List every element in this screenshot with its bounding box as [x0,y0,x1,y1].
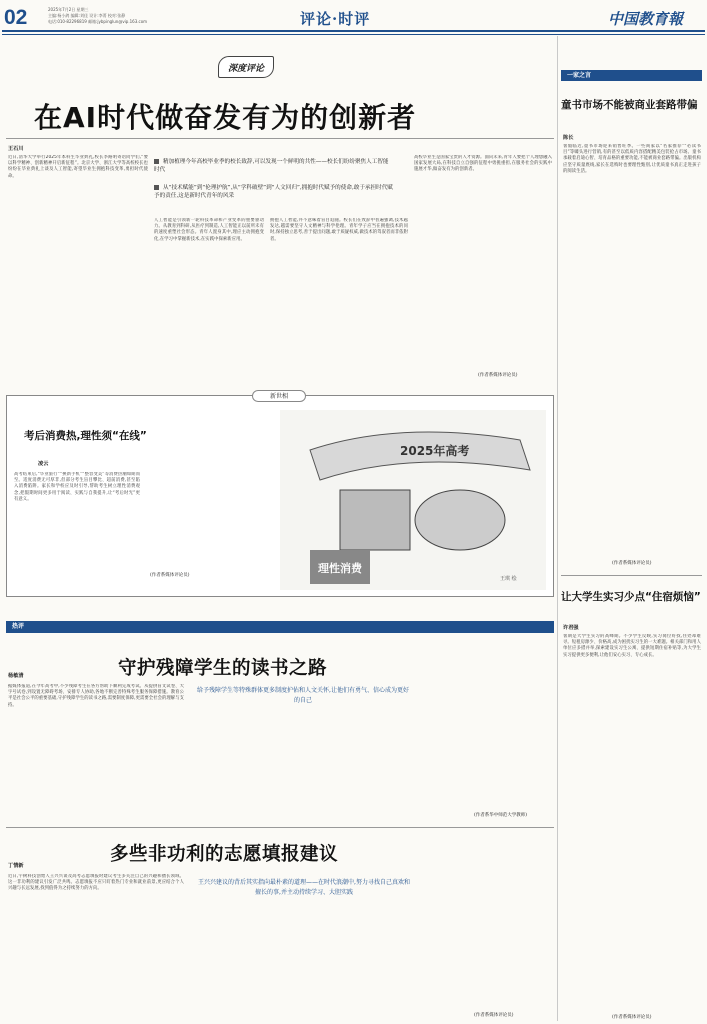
column-tag: 深度评论 [218,56,274,78]
hot2-affiliation: (作者系媒体评论员) [474,1013,514,1018]
hot-divider [6,827,554,828]
masthead-rule-thin [2,34,705,35]
lead-body-col-4: 高校毕业生是国家宝贵的人才资源。面向未来,青年人要把个人理想融入国家发展大局,在科技自立自强的征程中勇挑重担,在服务社会的实践中施展才华,做奋发有为的创新者。 [414,155,552,173]
hot1-body-col-1: 据媒体报道,在今年高考中,不少残障考生在各方帮助下顺利完成考试。从提供盲文试卷、大字号试卷,到设置无障碍考场、安排专人协助,各地不断完善特殊考生服务保障措施。教育公平是社会公平的重要基础,守护残障学生的读书之路,需要制度保障,更需要全社会的理解与支持。 [8,684,184,708]
sidebar-band [561,70,702,81]
hot2-body-col-1: 近日,宇树科技创始人王兴兴谈及高考志愿填报时建议考生多关注自己的兴趣和擅长领域。这一非功利的建议引发广泛共鸣。志愿填报不应只盯着热门专业和就业前景,更应结合个人兴趣与长远发展,找到值得为之持续努力的方向。 [8,874,184,892]
opinion1-affiliation: (作者系媒体评论员) [612,561,652,566]
opinion2-affiliation: (作者系媒体评论员) [612,1015,652,1020]
phone-line: 电话:010-82296819 邮箱:jybpinglun@vip.163.com [48,19,148,24]
lead-byline: 王石川 [8,146,24,152]
bullet-square-icon [154,159,159,164]
hot2-quote: 王兴兴建议的背后其实指向最朴素的道理——在时代浪潮中,努力寻找自己真欢和擅长的事,并主动持续学习、大胆实践 [198,879,410,896]
date-line: 2025年7月2日 星期三 [48,7,89,12]
opinion2-headline: 让大学生实习少点“住宿烦恼” [561,591,701,603]
hot2-byline: 丁情新 [8,863,24,869]
hot1-affiliation: (作者系华中师范大学教师) [474,813,528,818]
hot2-headline: 多些非功利的志愿填报建议 [110,844,339,865]
opinion2-body: 暑期是大学生实习的高峰期。不少学生反映,实习岗位好找,住处却难寻。短租房源少、价格高,成为困扰实习生的一大难题。相关部门和用人单位应多措并举,探索建设实习生公寓、提供短期住宿补贴等,为大学生实习提供更多便利,让他们安心实习、专心成长。 [563,634,701,658]
lead-affiliation: (作者系媒体评论员) [478,373,518,378]
paper-name-logo: 中国教育報 [608,10,684,28]
opinion1-byline: 陈长 [563,135,574,141]
sidebar-band-label: 一家之言 [567,72,592,79]
new-world-body-col-1: 高考结束后,“毕业旅行”“换新手机”“整容变美”等消费热潮如期而至。适度消费无可厚非,但部分考生盲目攀比、超前消费,甚至陷入消费陷阱。家长和学校应及时引导,帮助考生树立理性消费观念,把假期时间更多用于阅读、实践与自我提升,让“考后时光”更有意义。 [14,472,140,502]
illustration-sign: 理性消费 [318,562,362,575]
crowd-shape [415,490,505,550]
new-world-label: 新世相 [252,390,306,402]
editor-line: 主编:杨小鸽 编辑:刘佳 设计:李菁 校对:张静 [48,13,126,18]
illustration [280,410,546,590]
pull-quote-2: 从“技术赋能”到“伦理护航”,从“学科破壁”到“人文回归”,拥抱时代赋予的使命,敢于承担时代赋予的责任,这是新时代青年的风采 [154,185,393,199]
illustration-banner: 2025年高考 [400,444,470,458]
hot1-quote: 给予残障学生等特殊群体更多制度护佑和人文关怀,让他们有勇气、信心成为更好的自己 [197,687,409,704]
section-title: 评论·时评 [300,10,371,28]
hot-band-label: 热评 [12,623,25,630]
new-world-affiliation: (作者系媒体评论员) [150,573,190,578]
page-number: 02 [4,6,28,29]
lead-headline: 在AI时代做奋发有为的创新者 [34,101,417,134]
illustration-credit: 王琪 绘 [500,576,517,582]
hot1-headline: 守护残障学生的读书之路 [118,658,328,679]
opinion1-body: 暑假临近,童书市场迎来销售旺季。一些商家以“名家推荐”“必读书目”等噱头进行营销,有的甚至以低质内容搭配精美包装抢占市场。童书承载着启迪心智、培育品格的重要功能,不能被商业套路带偏。出版机构应坚守质量底线,家长在选购时也要理性甄别,让优质童书真正走进孩子的阅读生活。 [563,144,701,174]
lead-body-col-1: 近日,清华大学举行2025年本科生毕业典礼,校长李路明寄语同学们,“要以科学精神、创新精神开启新征程”。北京大学、浙江大学等高校校长也纷纷在毕业典礼上谈及人工智能,寄望毕业生拥抱科技变革,勇担时代使命。 [8,155,148,179]
lead-body-col-2: 人工智能是引领新一轮科技革命和产业变革的重要驱动力。从教育到科研,从医疗到制造,人工智能正以前所未有的速度重塑社会形态。青年人置身其中,理应主动拥抱变化,在学习中掌握新技术,在实践中探索新应用。 [154,218,264,242]
lead-body-col-3: 拥抱人工智能,并不意味着盲目追随。校长们在致辞中普遍强调,技术越发达,越需要坚守人文精神与科学伦理。青年学子应当在拥抱技术的同时,保持独立思考,善于提出问题,敢于质疑权威,做技术的驾驭者而非依附者。 [270,218,408,242]
hot-band [6,621,554,633]
hot1-byline: 杨敏清 [8,673,24,679]
opinion1-headline: 童书市场不能被商业套路带偏 [561,99,698,111]
gift-box-shape [340,490,410,550]
masthead-rule [2,30,705,32]
sidebar-divider [557,36,558,1021]
bullet-square-icon [154,185,159,190]
pull-quote-1: 精加植理今年高校毕业季的校长致辞,可以发现一个鲜明的共性——校长们纷纷聚焦人工智能时代 [154,159,389,173]
headline-divider [6,138,554,139]
sidebar-divider-2 [561,575,702,576]
new-world-byline: 凌云 [38,461,49,467]
new-world-headline: 考后消费热,理性须“在线” [24,430,147,442]
opinion2-byline: 许君强 [563,625,579,631]
